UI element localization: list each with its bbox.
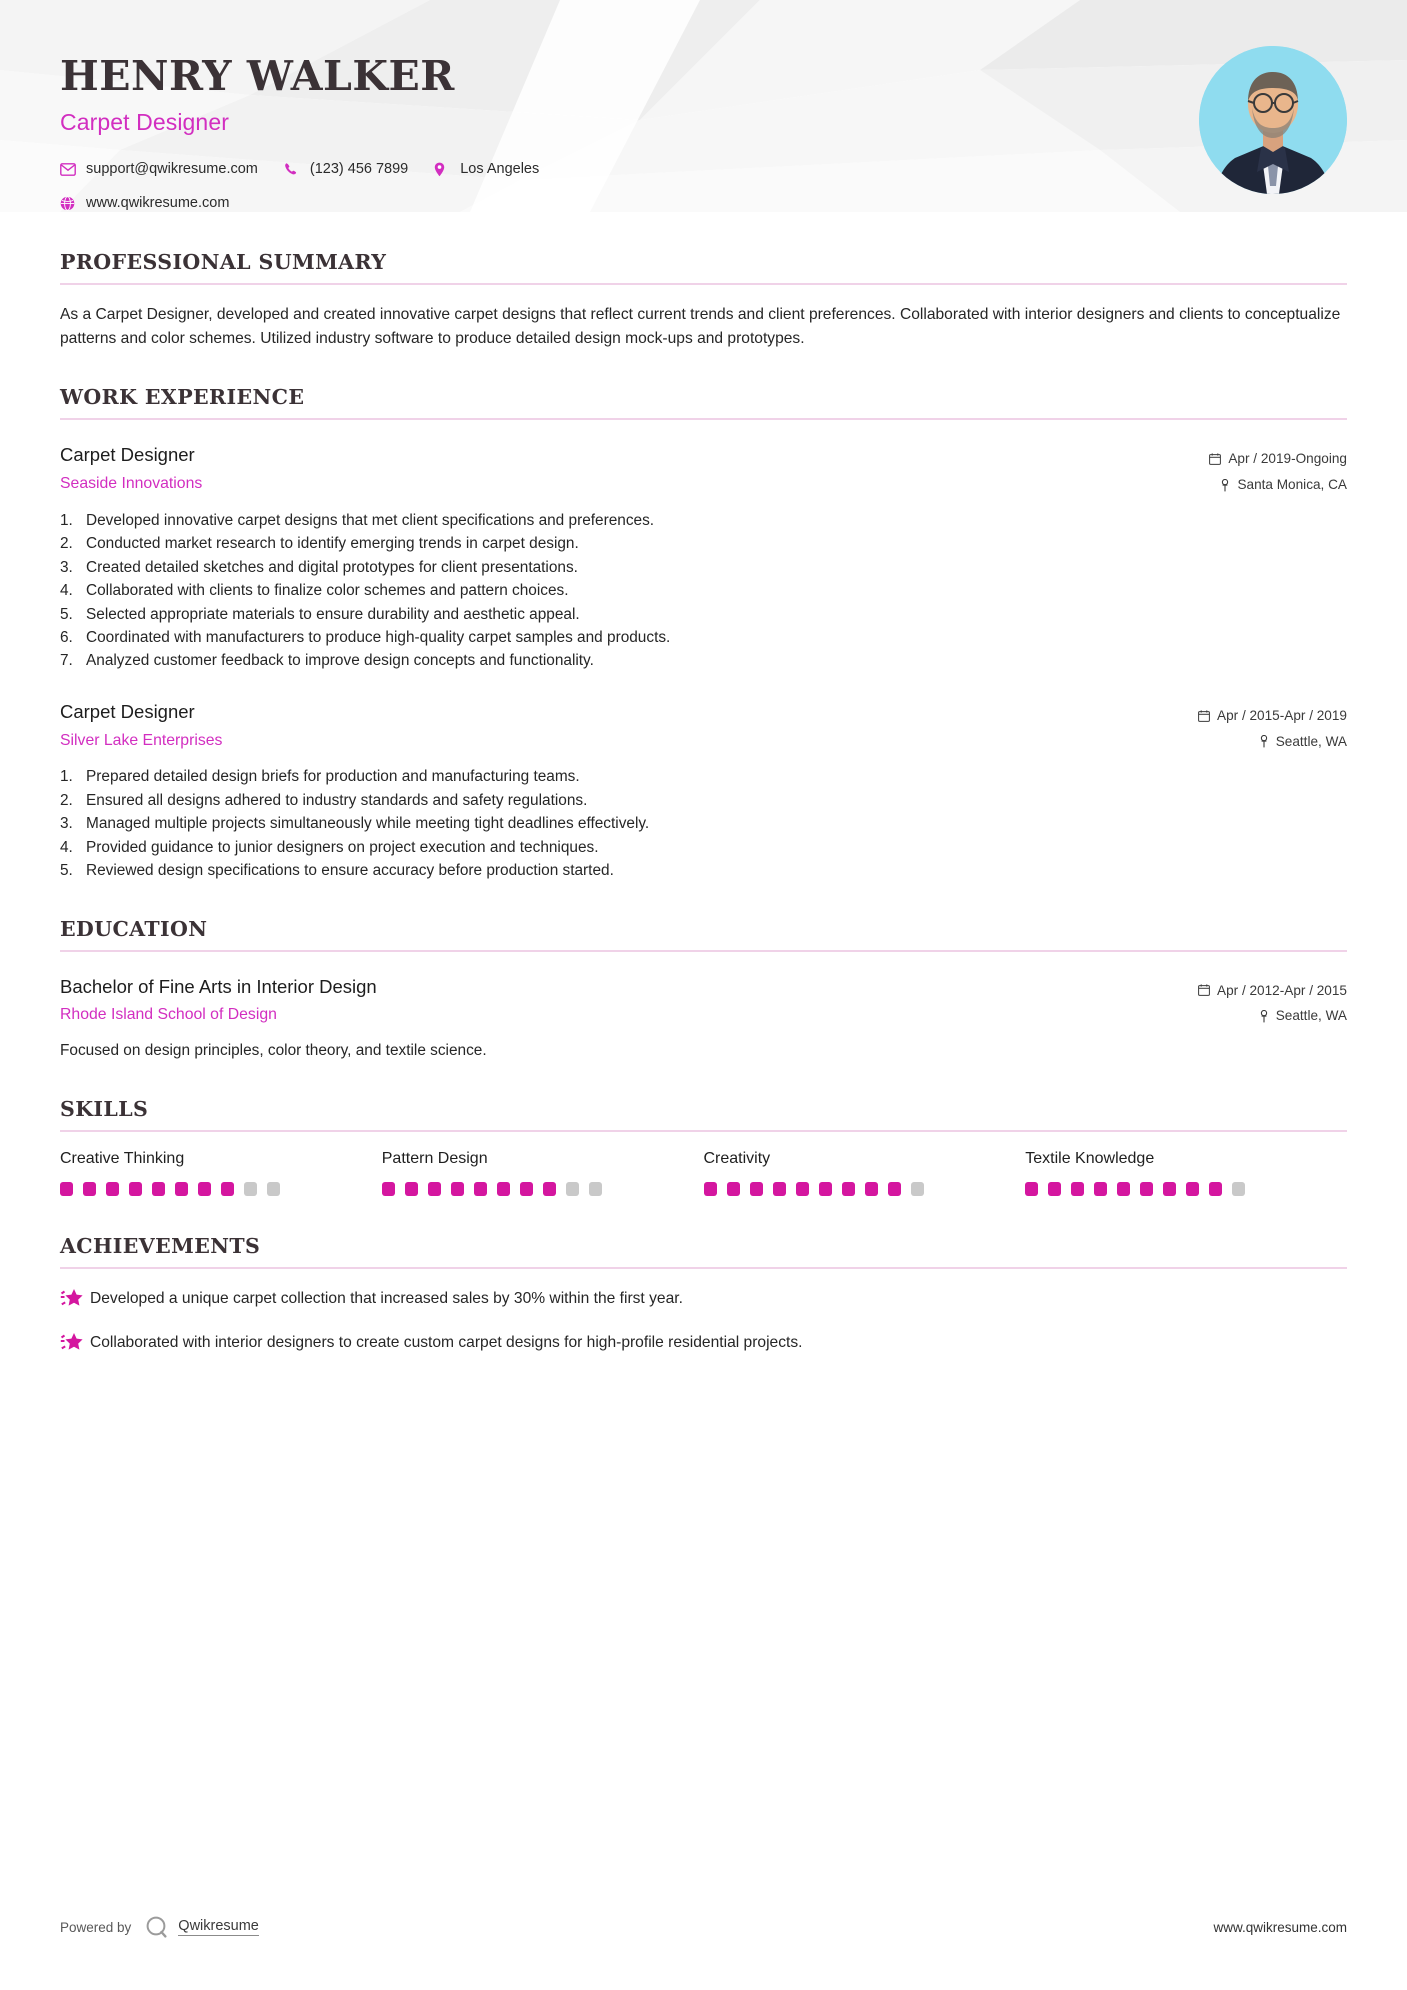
achievement-text: Developed a unique carpet collection that increased sales by 30% within the first year. <box>90 1290 683 1308</box>
pin-marker-icon <box>1220 479 1230 492</box>
education-dates-text: Apr / 2012-Apr / 2015 <box>1217 982 1347 998</box>
section-title-education: EDUCATION <box>60 916 208 941</box>
calendar-icon <box>1209 453 1221 465</box>
skill-item <box>704 1150 1026 1196</box>
skill-dot-empty <box>911 1182 924 1196</box>
skill-rating <box>382 1182 688 1196</box>
summary-text: As a Carpet Designer, developed and created innovative carpet designs that reflect current trends and client preferences. Collaborated with interior designers and clients to conceptualize patterns and color schemes. Utilized industry software to produce detailed design mock-ups and prototypes. <box>60 306 1341 348</box>
skill-dot-filled <box>152 1182 165 1196</box>
skills-grid <box>60 1150 1347 1200</box>
pin-marker-icon <box>1259 1010 1269 1023</box>
skill-dot-filled <box>198 1182 211 1196</box>
skill-rating <box>1025 1182 1331 1196</box>
qwikresume-logo-icon <box>143 1914 169 1940</box>
section-title-summary: PROFESSIONAL SUMMARY <box>60 250 387 274</box>
work-dates <box>1198 703 1347 729</box>
list-item: 3. Created detailed sketches and digital prototypes for client presentations. <box>60 556 1347 579</box>
education-description: Focused on design principles, color theory, and textile science. <box>60 1042 487 1060</box>
contact-phone[interactable] <box>284 161 408 177</box>
pin-marker-icon <box>1259 735 1269 748</box>
contact-phone-text: (123) 456 7899 <box>309 161 409 177</box>
education-entry <box>60 974 1347 1064</box>
skill-dot-filled <box>796 1182 809 1196</box>
work-dates-text: Apr / 2015-Apr / 2019 <box>1217 707 1347 723</box>
achievement-item <box>60 1287 1347 1315</box>
skill-dot-filled <box>175 1182 188 1196</box>
footer-website[interactable]: www.qwikresume.com <box>1213 1919 1347 1935</box>
skill-dot-filled <box>428 1182 441 1196</box>
skill-item <box>60 1150 382 1196</box>
skill-label: Creative Thinking <box>60 1150 185 1168</box>
work-company: Silver Lake Enterprises <box>60 731 223 749</box>
contact-email-text: support@qwikresume.com <box>86 161 258 177</box>
contact-website[interactable] <box>60 195 229 211</box>
bullet-text: Analyzed customer feedback to improve design concepts and functionality. <box>86 652 594 670</box>
skill-item <box>382 1150 704 1196</box>
skill-dot-empty <box>267 1182 280 1196</box>
skill-dot-filled <box>83 1182 96 1196</box>
bullet-text: Developed innovative carpet designs that met client specifications and preferences. <box>86 511 655 529</box>
skill-dot-filled <box>1025 1182 1038 1196</box>
calendar-icon <box>1198 984 1210 996</box>
list-item: 3. Managed multiple projects simultaneously while meeting tight deadlines effectively. <box>60 812 1347 835</box>
work-location-text: Santa Monica, CA <box>1237 477 1347 493</box>
bullet-text: Created detailed sketches and digital prototypes for client presentations. <box>86 558 578 576</box>
work-entry <box>60 699 1347 883</box>
work-bullets <box>60 765 1347 882</box>
work-location <box>1209 472 1347 498</box>
section-skills <box>60 1097 1347 1200</box>
skill-item <box>1025 1150 1347 1196</box>
skill-dot-filled <box>129 1182 142 1196</box>
bullet-text: Provided guidance to junior designers on project execution and techniques. <box>86 838 599 856</box>
bullet-text: Collaborated with clients to finalize color schemes and pattern choices. <box>86 582 569 600</box>
skill-label: Pattern Design <box>381 1150 488 1168</box>
powered-by-label: Powered by <box>60 1919 132 1935</box>
skill-label: Creativity <box>703 1150 771 1168</box>
skill-dot-filled <box>1071 1182 1084 1196</box>
skill-dot-filled <box>382 1182 395 1196</box>
bullet-text: Managed multiple projects simultaneously while meeting tight deadlines effectively. <box>86 815 650 833</box>
bullet-text: Ensured all designs adhered to industry standards and safety regulations. <box>86 791 588 809</box>
education-degree: Bachelor of Fine Arts in Interior Design <box>60 975 377 997</box>
skill-dot-filled <box>1094 1182 1107 1196</box>
work-location <box>1198 729 1347 755</box>
skill-dot-filled <box>474 1182 487 1196</box>
section-title-achievements: ACHIEVEMENTS <box>60 1234 261 1259</box>
skill-dot-filled <box>1140 1182 1153 1196</box>
work-location-text: Seattle, WA <box>1275 733 1347 749</box>
bullet-text: Reviewed design specifications to ensure accuracy before production started. <box>86 862 614 880</box>
contact-website-text: www.qwikresume.com <box>86 195 230 211</box>
skill-dot-filled <box>405 1182 418 1196</box>
list-item: 6. Coordinated with manufacturers to produce high-quality carpet samples and products. <box>60 626 1347 649</box>
contact-location <box>434 161 549 177</box>
skill-dot-empty <box>589 1182 602 1196</box>
envelope-icon <box>60 163 78 176</box>
list-item: 1. Prepared detailed design briefs for production and manufacturing teams. <box>60 765 1347 788</box>
contact-row-secondary <box>60 190 1347 216</box>
skill-dot-filled <box>773 1182 786 1196</box>
skill-dot-filled <box>865 1182 878 1196</box>
skill-dot-filled <box>1186 1182 1199 1196</box>
section-education <box>60 917 1347 1064</box>
work-role: Carpet Designer <box>60 700 195 722</box>
header-job-title: Carpet Designer <box>60 109 229 135</box>
skill-dot-filled <box>750 1182 763 1196</box>
skill-dot-filled <box>1209 1182 1222 1196</box>
skill-dot-filled <box>221 1182 234 1196</box>
phone-icon <box>284 162 302 176</box>
skill-dot-empty <box>1232 1182 1245 1196</box>
skill-dot-filled <box>520 1182 533 1196</box>
bullet-text: Conducted market research to identify emerging trends in carpet design. <box>86 535 579 553</box>
list-item: 4. Provided guidance to junior designers on project execution and techniques. <box>60 836 1347 859</box>
skill-label: Textile Knowledge <box>1025 1150 1155 1168</box>
page-title: HENRY WALKER <box>60 52 455 100</box>
work-dates-text: Apr / 2019-Ongoing <box>1228 451 1347 467</box>
list-item: 2. Conducted market research to identify emerging trends in carpet design. <box>60 532 1347 555</box>
skill-dot-filled <box>1048 1182 1061 1196</box>
contact-location-text: Los Angeles <box>460 161 540 177</box>
list-item: 2. Ensured all designs adhered to industry standards and safety regulations. <box>60 789 1347 812</box>
skill-dot-filled <box>842 1182 855 1196</box>
education-dates <box>1198 978 1347 1004</box>
skill-dot-filled <box>497 1182 510 1196</box>
contact-email[interactable] <box>60 161 258 177</box>
bullet-text: Coordinated with manufacturers to produce high-quality carpet samples and products. <box>86 629 671 646</box>
skill-dot-filled <box>1163 1182 1176 1196</box>
work-dates <box>1209 446 1347 472</box>
education-location <box>1198 1003 1347 1029</box>
education-school: Rhode Island School of Design <box>60 1006 277 1024</box>
star-badge-icon <box>60 1288 90 1315</box>
calendar-icon <box>1198 710 1210 722</box>
work-entry <box>60 442 1347 673</box>
skill-dot-filled <box>819 1182 832 1196</box>
contact-row-primary <box>60 156 1347 182</box>
avatar <box>1199 46 1347 194</box>
footer <box>60 1914 1347 1940</box>
map-pin-icon <box>434 162 452 177</box>
list-item: 5. Selected appropriate materials to ensure durability and aesthetic appeal. <box>60 603 1347 626</box>
skill-dot-filled <box>1117 1182 1130 1196</box>
list-item: 5. Reviewed design specifications to ensure accuracy before production started. <box>60 859 1347 882</box>
bullet-text: Selected appropriate materials to ensure durability and aesthetic appeal. <box>86 605 580 623</box>
section-title-skills: SKILLS <box>60 1097 149 1122</box>
globe-icon <box>60 196 78 211</box>
skill-dot-filled <box>451 1182 464 1196</box>
skill-dot-filled <box>106 1182 119 1196</box>
skill-dot-filled <box>543 1182 556 1196</box>
achievement-item <box>60 1331 1347 1359</box>
skill-dot-empty <box>566 1182 579 1196</box>
skill-dot-filled <box>727 1182 740 1196</box>
star-badge-icon <box>60 1332 90 1359</box>
work-company: Seaside Innovations <box>60 475 203 493</box>
work-role: Carpet Designer <box>60 444 195 466</box>
skill-dot-filled <box>60 1182 73 1196</box>
bullet-text: Prepared detailed design briefs for production and manufacturing teams. <box>86 768 580 786</box>
contact-info <box>60 156 1347 216</box>
section-achievements <box>60 1234 1347 1359</box>
list-item: 7. Analyzed customer feedback to improve design concepts and functionality. <box>60 649 1347 672</box>
achievement-text: Collaborated with interior designers to create custom carpet designs for high-profile residential projects. <box>90 1334 803 1352</box>
skill-dot-empty <box>244 1182 257 1196</box>
skill-rating <box>60 1182 366 1196</box>
header-identity <box>60 0 1347 136</box>
footer-brand[interactable]: Qwikresume <box>178 1918 259 1934</box>
list-item: 4. Collaborated with clients to finalize color schemes and pattern choices. <box>60 579 1347 602</box>
skill-rating <box>704 1182 1010 1196</box>
section-professional-summary <box>60 250 1347 351</box>
list-item: 1. Developed innovative carpet designs that met client specifications and preferences. <box>60 509 1347 532</box>
skill-dot-filled <box>888 1182 901 1196</box>
work-bullets <box>60 509 1347 673</box>
skill-dot-filled <box>704 1182 717 1196</box>
education-location-text: Seattle, WA <box>1275 1008 1347 1024</box>
section-work-experience <box>60 385 1347 882</box>
section-title-work: WORK EXPERIENCE <box>60 385 305 410</box>
